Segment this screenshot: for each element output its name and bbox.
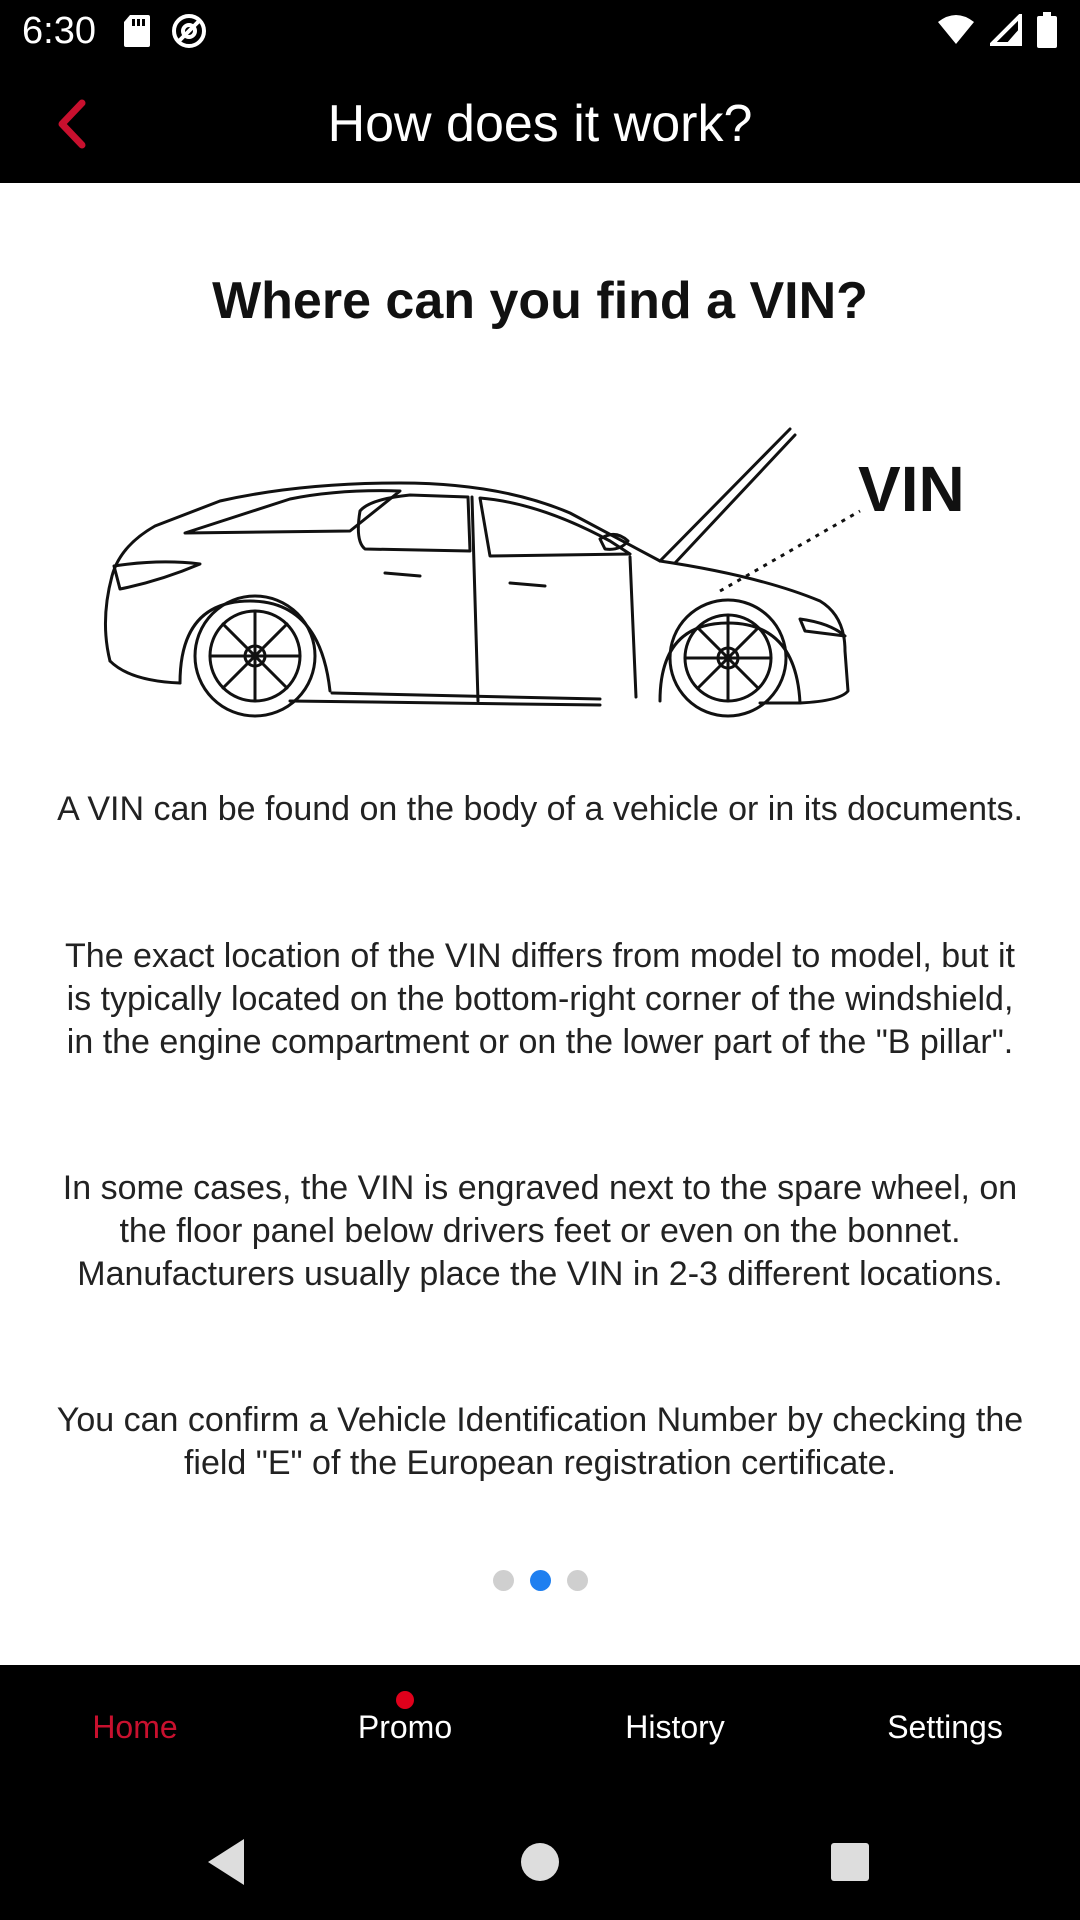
square-recents-icon	[829, 1841, 871, 1883]
paragraph-3: In some cases, the VIN is engraved next to the spare wheel, on the floor panel below drivers feet or even on the bonnet. Manufacturers usually place the VIN in 2-3 different locations.	[62, 1169, 1018, 1293]
status-right-icons	[936, 12, 1058, 53]
sd-card-icon	[122, 13, 152, 54]
circle-home-icon	[518, 1840, 562, 1884]
paragraph-1: A VIN can be found on the body of a vehicle or in its documents.	[57, 790, 1023, 828]
paragraph-2: The exact location of the VIN differs from model to model, but it is typically located on the bottom-right corner of the windshield, in the engine compartment or on the lower part of the "B pillar".	[65, 937, 1015, 1061]
triangle-back-icon	[204, 1837, 248, 1887]
nav-item-history[interactable]: History	[625, 1709, 725, 1745]
system-recents-button[interactable]	[820, 1832, 880, 1892]
app-bar	[0, 64, 1080, 183]
status-left-icons	[122, 12, 208, 55]
promo-notification-dot	[396, 1691, 414, 1709]
nav-item-settings[interactable]: Settings	[887, 1709, 1003, 1745]
system-home-button[interactable]	[510, 1832, 570, 1892]
paragraph-4: You can confirm a Vehicle Identification Number by checking the field "E" of the European registration certificate.	[56, 1401, 1024, 1482]
content-area	[0, 183, 1080, 1665]
section-heading: Where can you find a VIN?	[212, 272, 868, 330]
signal-icon	[990, 14, 1022, 51]
at-sign-icon	[170, 12, 208, 55]
page-indicator	[0, 1570, 1080, 1591]
page-title: How does it work?	[327, 95, 753, 153]
nav-item-home[interactable]: Home	[92, 1709, 178, 1745]
page-dot-1[interactable]	[493, 1570, 514, 1591]
page-dot-2[interactable]	[530, 1570, 551, 1591]
vin-label: VIN	[858, 453, 965, 525]
status-bar	[0, 0, 1080, 64]
nav-item-promo[interactable]: Promo	[357, 1709, 453, 1745]
wifi-icon	[936, 14, 976, 51]
system-back-button[interactable]	[196, 1832, 256, 1892]
battery-icon	[1036, 12, 1058, 53]
status-time: 6:30	[22, 10, 96, 52]
page-dot-3[interactable]	[567, 1570, 588, 1591]
system-nav-bar	[0, 1800, 1080, 1920]
bottom-nav	[0, 1665, 1080, 1800]
car-illustration	[100, 361, 980, 721]
